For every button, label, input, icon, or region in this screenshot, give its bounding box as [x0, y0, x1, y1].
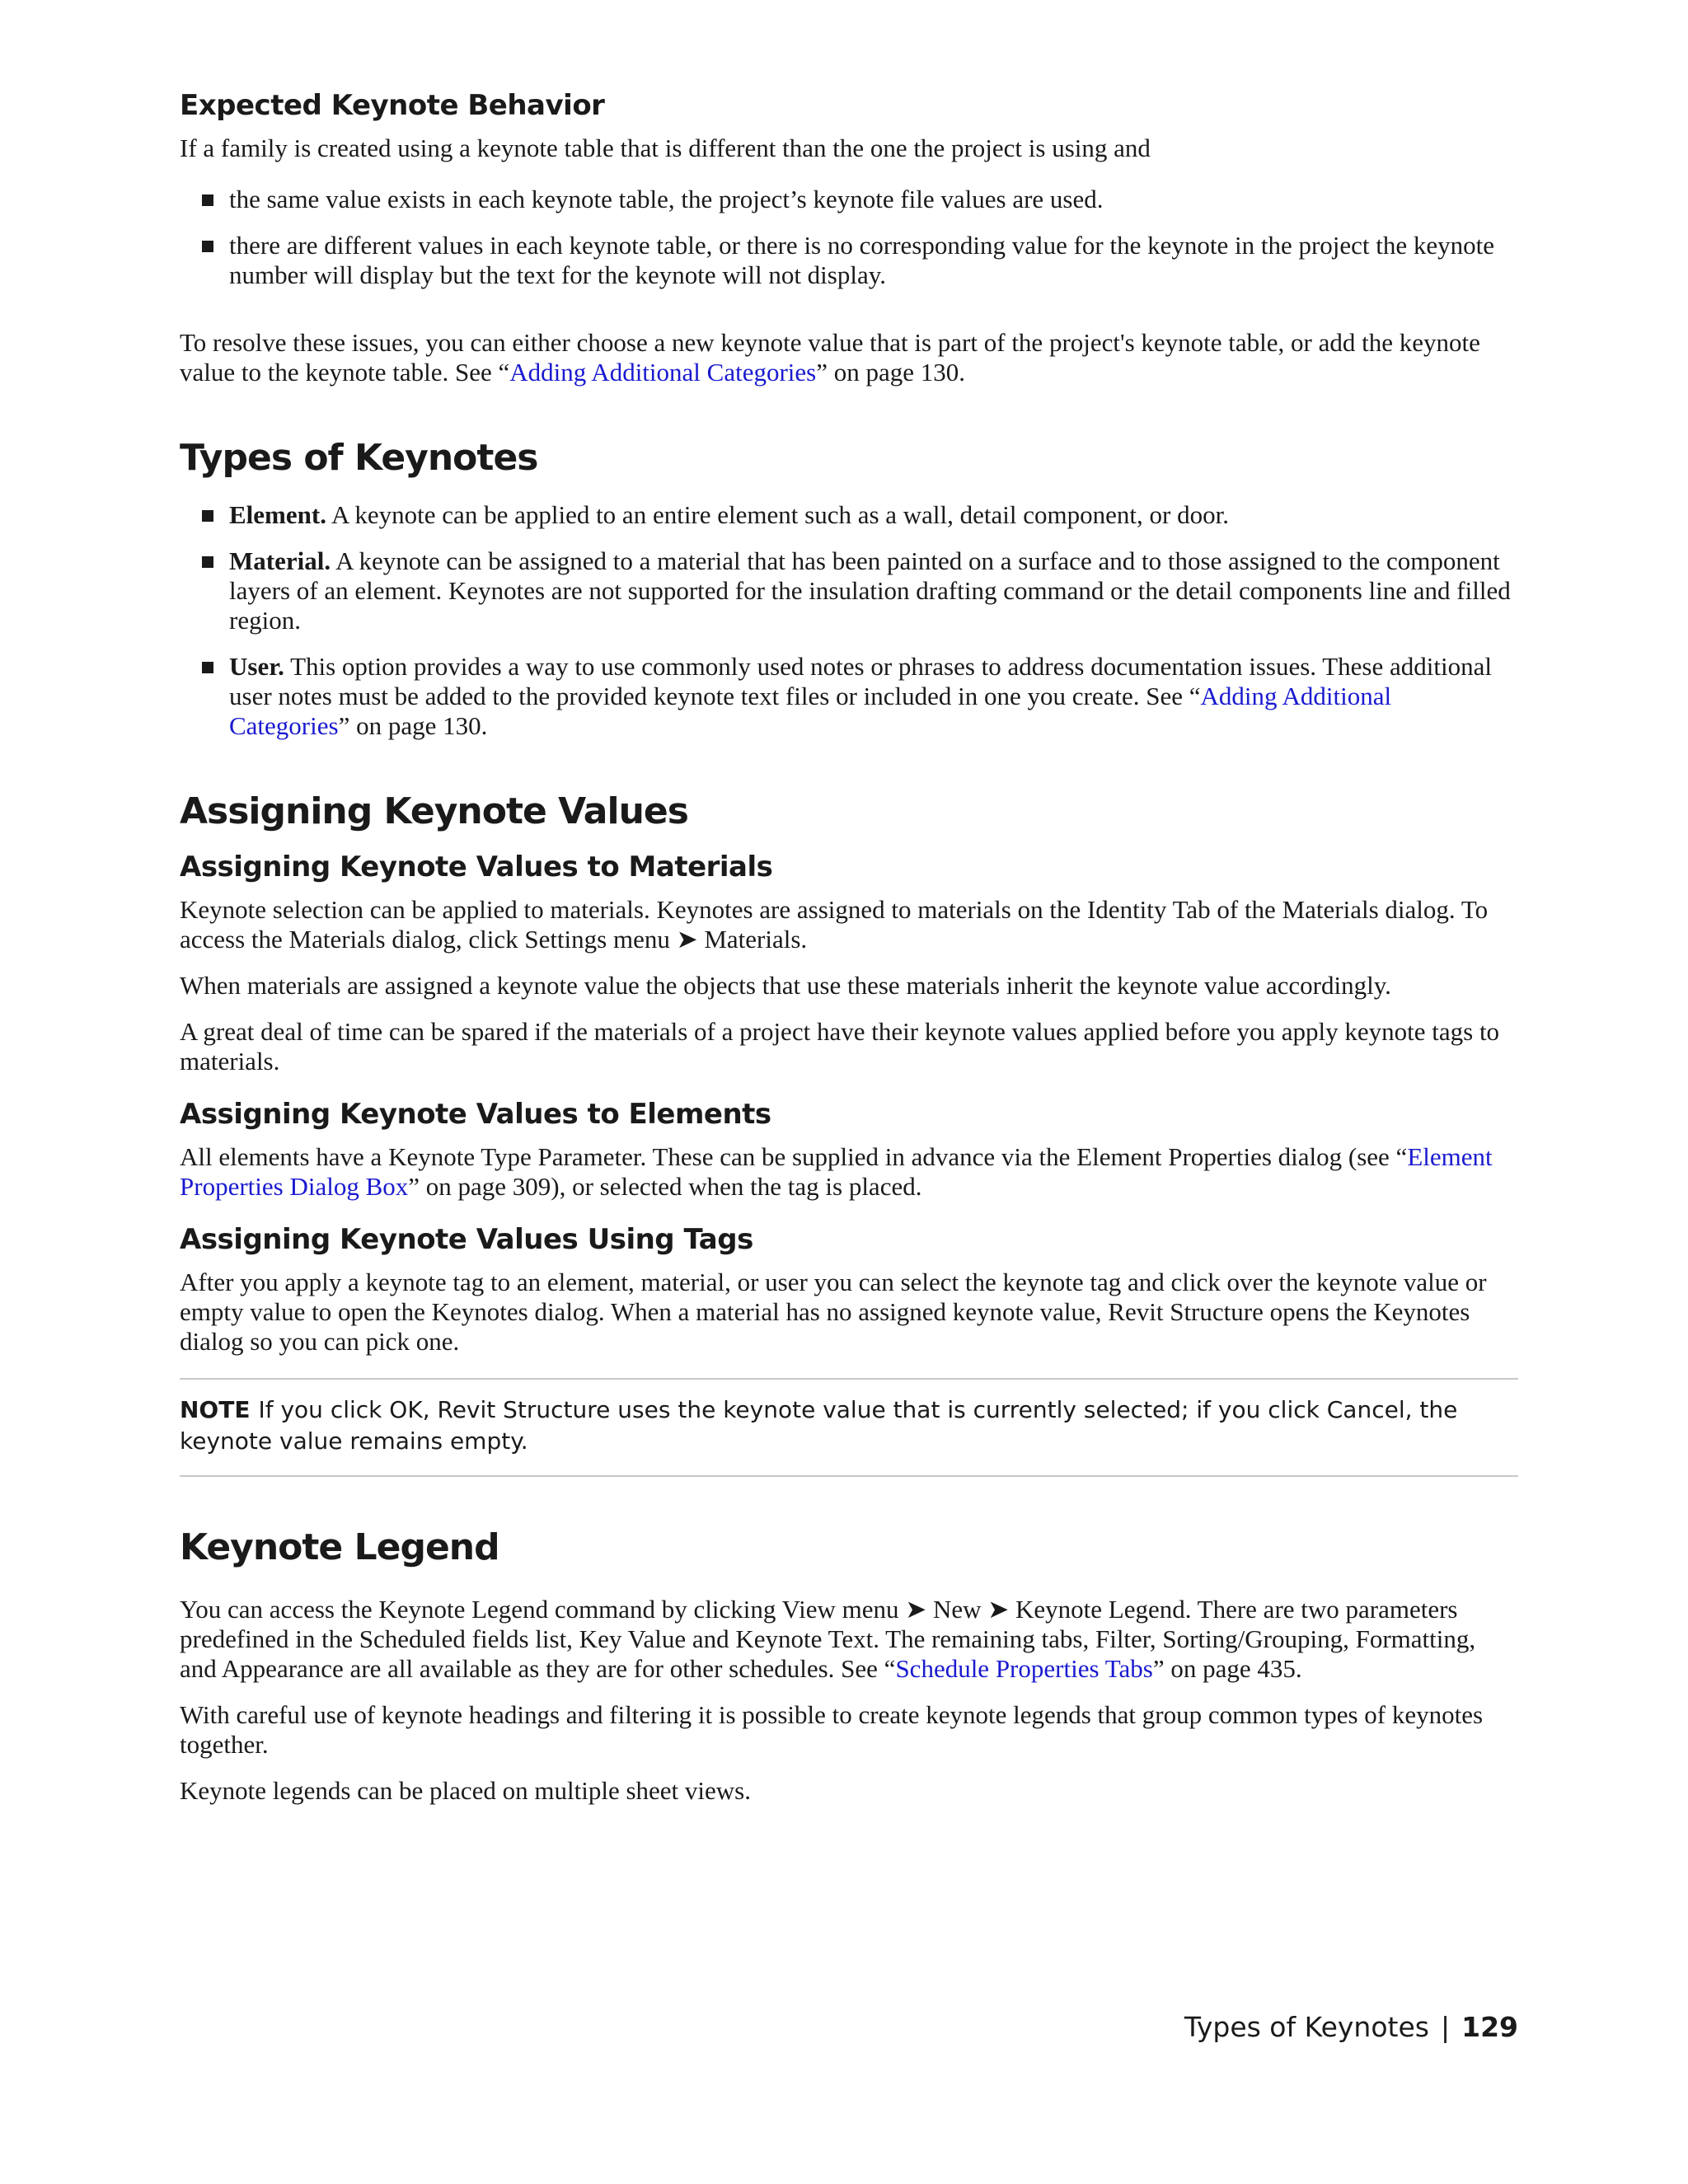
legend-paragraph-2: With careful use of keynote headings and filtering it is possible to create keynote legends that group common types of keynotes together.	[180, 1700, 1484, 1759]
expected-keynote-behavior-heading: Expected Keynote Behavior	[180, 89, 605, 122]
resolve-text: To resolve these issues, you can either choose a new keynote value that is part of the project's keynote table, or add the keynote value to the keynote table. See “	[180, 328, 1480, 387]
note-text: If you click OK, Revit Structure uses the keynote value that is currently selected; if you click Cancel, the keynote value remains empty.	[180, 1396, 1458, 1455]
list-item	[180, 652, 1518, 741]
user-term: User.	[229, 652, 284, 681]
types-bullet-list	[180, 500, 1518, 741]
expected-intro: If a family is created using a keynote table that is different than the one the project is using and	[180, 134, 1151, 162]
square-bullet-icon	[202, 556, 213, 568]
tags-subheading: Assigning Keynote Values Using Tags	[180, 1223, 753, 1256]
document-page	[180, 89, 1518, 1822]
list-item-text: there are different values in each keynote table, or there is no corresponding value for the keynote in the project the keynote number will display but the text for the keynote will not display.	[229, 231, 1495, 289]
adding-categories-link[interactable]: Adding Additional Categories	[229, 682, 1392, 740]
footer-section-title: Types of Keynotes	[1184, 2011, 1429, 2043]
square-bullet-icon	[202, 194, 213, 206]
materials-paragraph-1: Keynote selection can be applied to materials. Keynotes are assigned to materials on the Identity Tab of the Materials dialog. To access the Materials dialog, click Settings menu ➤ Materials.	[180, 895, 1489, 954]
elements-paragraph	[180, 1142, 1518, 1202]
element-term: Element.	[229, 500, 326, 529]
materials-subheading: Assigning Keynote Values to Materials	[180, 851, 773, 883]
keynote-legend-heading: Keynote Legend	[180, 1526, 499, 1568]
resolve-page-ref: ” on page 130.	[816, 358, 966, 387]
list-item	[180, 185, 1518, 214]
material-description: A keynote can be assigned to a material that has been painted on a surface and to those assigned to the component layers of an element. Keynotes are not supported for the insulation drafting command or the detail components line and filled region.	[229, 546, 1511, 635]
tags-paragraph: After you apply a keynote tag to an element, material, or user you can select the keynote tag and click over the keynote value or empty value to open the Keynotes dialog. When a material has no assigned keynote value, Revit Structure opens the Keynotes dialog so you can pick one.	[180, 1268, 1487, 1356]
note-box	[180, 1378, 1518, 1477]
legend-paragraph-3: Keynote legends can be placed on multiple sheet views.	[180, 1776, 751, 1805]
elements-text: All elements have a Keynote Type Parameter. These can be supplied in advance via the Element Properties dialog (see “	[180, 1142, 1408, 1171]
page-footer	[1184, 2011, 1518, 2043]
legend-page-ref: ” on page 435.	[1152, 1654, 1302, 1683]
adding-categories-link[interactable]: Adding Additional Categories	[509, 358, 817, 387]
element-properties-link[interactable]: Element Properties Dialog Box	[180, 1142, 1493, 1201]
page-number: 129	[1461, 2011, 1518, 2043]
element-description: A keynote can be applied to an entire element such as a wall, detail component, or door.	[326, 500, 1229, 529]
list-item	[180, 231, 1518, 290]
expected-bullet-list	[180, 185, 1518, 290]
note-paragraph	[180, 1394, 1518, 1457]
note-label: NOTE	[180, 1396, 251, 1423]
elements-page-ref: ” on page 309), or selected when the tag is placed.	[408, 1172, 922, 1201]
materials-paragraph-3: A great deal of time can be spared if the materials of a project have their keynote values applied before you apply keynote tags to materials.	[180, 1017, 1500, 1076]
legend-text: You can access the Keynote Legend command by clicking View menu ➤ New ➤ Keynote Legend. There are two parameters predefined in the Scheduled fields list, Key Value and Keynote Text. The remaining tabs, Filter, Sorting/Grouping, Formatting, and Appearance are all available as they are for other schedules. See “	[180, 1595, 1476, 1683]
types-of-keynotes-heading: Types of Keynotes	[180, 437, 538, 479]
legend-paragraph-1	[180, 1595, 1518, 1684]
schedule-properties-link[interactable]: Schedule Properties Tabs	[895, 1654, 1153, 1683]
materials-paragraph-2: When materials are assigned a keynote value the objects that use these materials inherit the keynote value accordingly.	[180, 971, 1391, 1000]
list-item-text: the same value exists in each keynote table, the project’s keynote file values are used.	[229, 185, 1104, 213]
resolve-paragraph	[180, 328, 1518, 387]
list-item	[180, 500, 1518, 530]
material-term: Material.	[229, 546, 331, 575]
footer-separator: |	[1440, 2011, 1451, 2043]
user-description: This option provides a way to use commonly used notes or phrases to address documentation issues. These additional user notes must be added to the provided keynote text files or included in one you create. See “	[229, 652, 1492, 710]
square-bullet-icon	[202, 241, 213, 252]
list-item	[180, 546, 1518, 635]
assigning-keynote-values-heading: Assigning Keynote Values	[180, 790, 688, 832]
square-bullet-icon	[202, 662, 213, 673]
user-page-ref: ” on page 130.	[338, 711, 488, 740]
square-bullet-icon	[202, 510, 213, 522]
elements-subheading: Assigning Keynote Values to Elements	[180, 1098, 771, 1131]
